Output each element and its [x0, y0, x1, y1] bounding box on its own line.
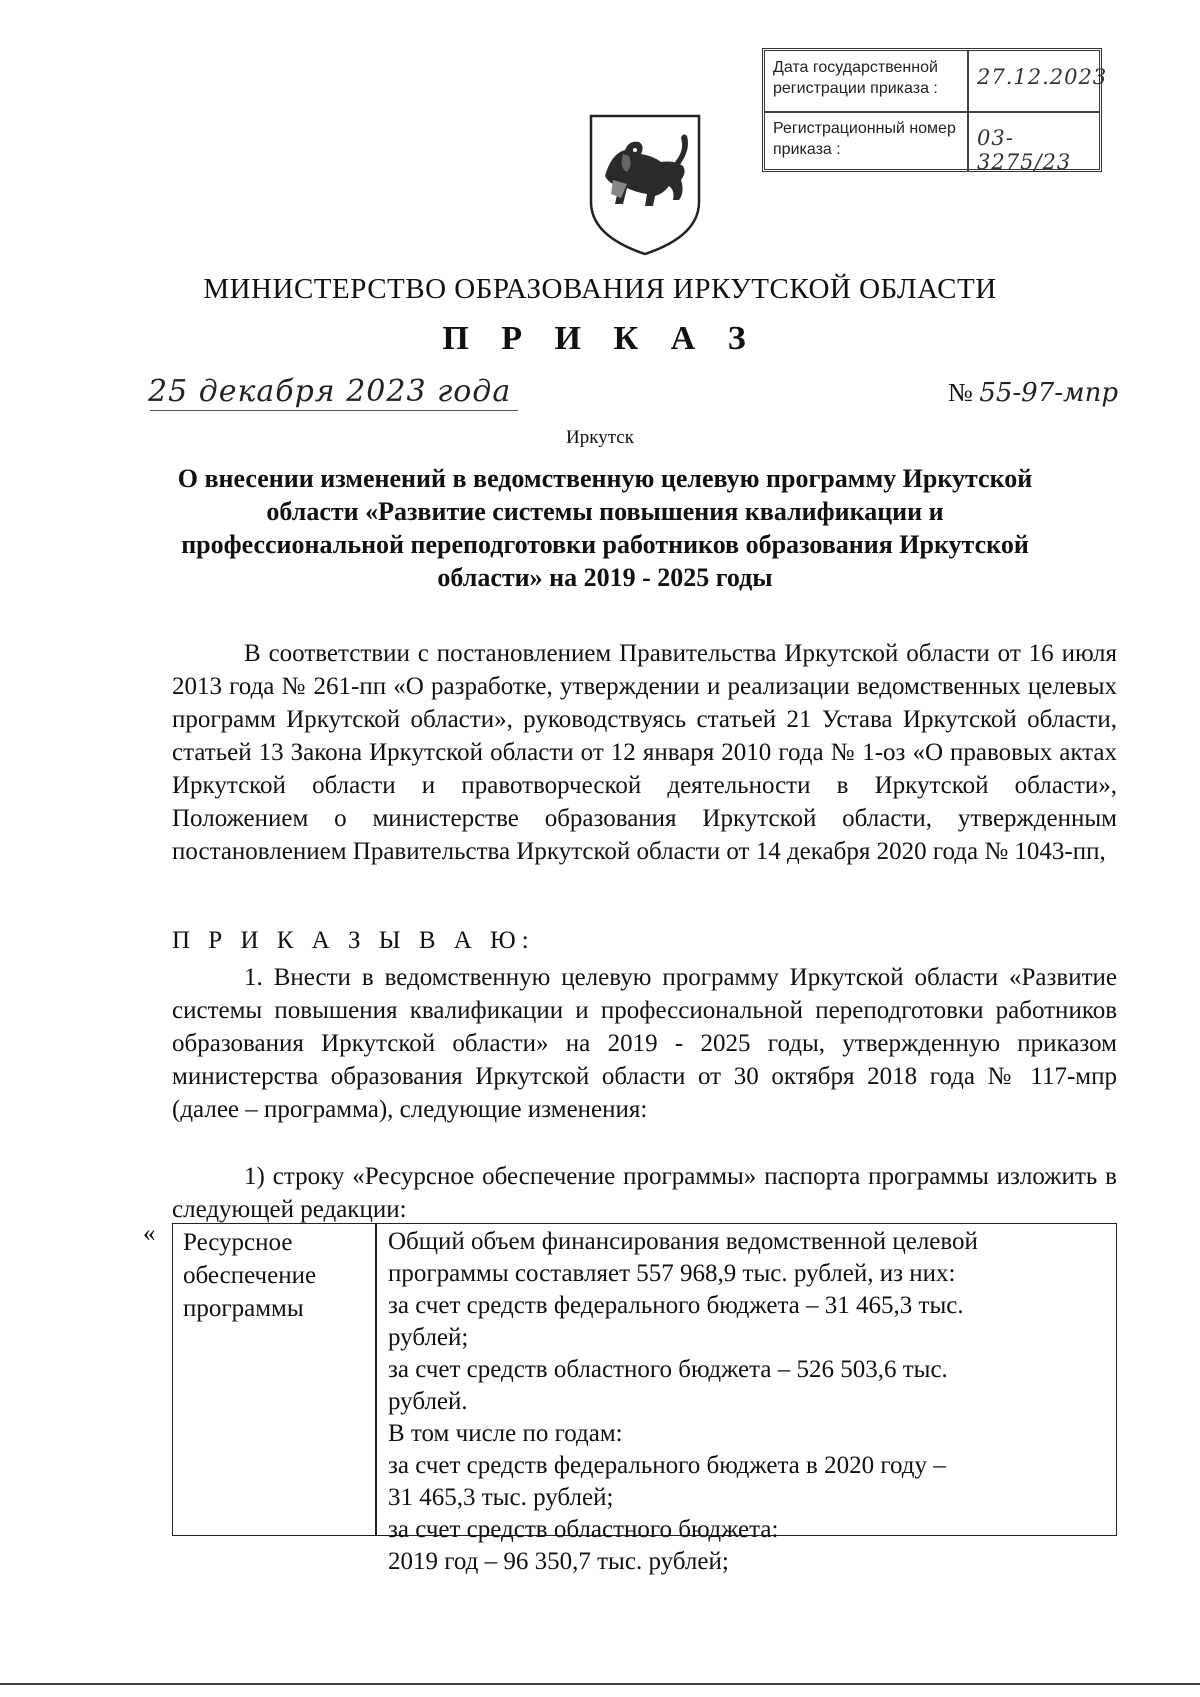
registration-date-label: Дата государственной регистрации приказа :: [773, 59, 938, 97]
page-bottom-rule: [0, 1683, 1200, 1685]
table-column-divider: [375, 1224, 377, 1535]
item-1-paragraph: 1. Внести в ведомственную целевую программу Иркутской области «Развитие системы повышения квалификации и профессиональной переподготовки работников образования Иркутской области» на 2019 - 2025 годы, утвержденную приказом министерства образования Иркутской области от 30 октября 2018 года № 117-мпр (далее – программа), следующие изменения:: [172, 964, 1117, 1123]
order-number-prefix: №: [948, 378, 973, 407]
content-line: рублей.: [388, 1388, 468, 1415]
content-line: рублей;: [388, 1324, 469, 1351]
content-line: 2019 год – 96 350,7 тыс. рублей;: [388, 1548, 729, 1575]
content-line: за счет средств областного бюджета:: [388, 1516, 779, 1543]
resource-table: [172, 1223, 1117, 1575]
order-date-handwritten: 25 декабря 2023 года: [148, 374, 512, 409]
item-1-1-paragraph: 1) строку «Ресурсное обеспечение программы» паспорта программы изложить в следующей редакции:: [172, 1163, 1117, 1223]
document-heading: О внесении изменений в ведомственную целевую программу Иркутской области «Развитие системы повышения квалификации и профессиональной переподготовки работников образования Иркутской области» на 2019 - 2025 годы: [177, 464, 1033, 592]
document-type-title: П Р И К А З: [442, 320, 758, 357]
content-line: за счет средств федерального бюджета – 31 465,3 тыс.: [388, 1292, 964, 1319]
registration-divider: [967, 51, 969, 111]
label-line: обеспечение: [183, 1262, 317, 1289]
irkutsk-region-coat-of-arms-icon: [583, 110, 707, 258]
content-line: 31 465,3 тыс. рублей;: [388, 1484, 614, 1511]
registration-number-value: 03-3275/23: [977, 126, 1072, 174]
preamble-paragraph: В соответствии с постановлением Правительства Иркутской области от 16 июля 2013 года № 261-пп «О разработке, утверждении и реализации ведомственных целевых программ Иркутской области», руководствуясь статьей 21 Устава Иркутской области, статьей 13 Закона Иркутской области от 12 января 2010 года № 1-оз «О правовых актах Иркутской области и правотворческой деятельности в Иркутской области», Положением о министерстве образования Иркутской области, утвержденным постановлением Правительства Иркутской области от 14 декабря 2020 года № 1043-пп,: [172, 640, 1117, 865]
city-name: Иркутск: [566, 427, 634, 448]
resource-table-label: [183, 1226, 368, 1325]
label-line: программы: [183, 1295, 304, 1322]
order-number: [948, 378, 1118, 408]
registration-number-label: Регистрационный номер приказа :: [773, 120, 956, 158]
registration-number-row: [765, 112, 1099, 172]
label-line: Ресурсное: [183, 1229, 293, 1256]
content-line: за счет средств федерального бюджета в 2020 году –: [388, 1452, 946, 1479]
resource-table-content: [388, 1226, 1104, 1578]
registration-date-value: 27.12.2023: [977, 65, 1108, 89]
content-line: Общий объем финансирования ведомственной целевой: [388, 1228, 978, 1255]
registration-date-row: [765, 51, 1108, 113]
registration-divider: [967, 112, 969, 172]
content-line: В том числе по годам:: [388, 1420, 623, 1447]
opening-quote: «: [143, 1220, 156, 1247]
registration-stamp: [762, 48, 1108, 174]
order-word: П Р И К А З Ы В А Ю:: [172, 927, 535, 954]
ministry-name: МИНИСТЕРСТВО ОБРАЗОВАНИЯ ИРКУТСКОЙ ОБЛАСТИ: [203, 273, 997, 305]
order-number-handwritten: 55-97-мпр: [979, 378, 1118, 408]
content-line: программы составляет 557 968,9 тыс. рублей, из них:: [388, 1260, 956, 1287]
content-line: за счет средств областного бюджета – 526 503,6 тыс.: [388, 1356, 948, 1383]
date-underline: [150, 410, 518, 411]
